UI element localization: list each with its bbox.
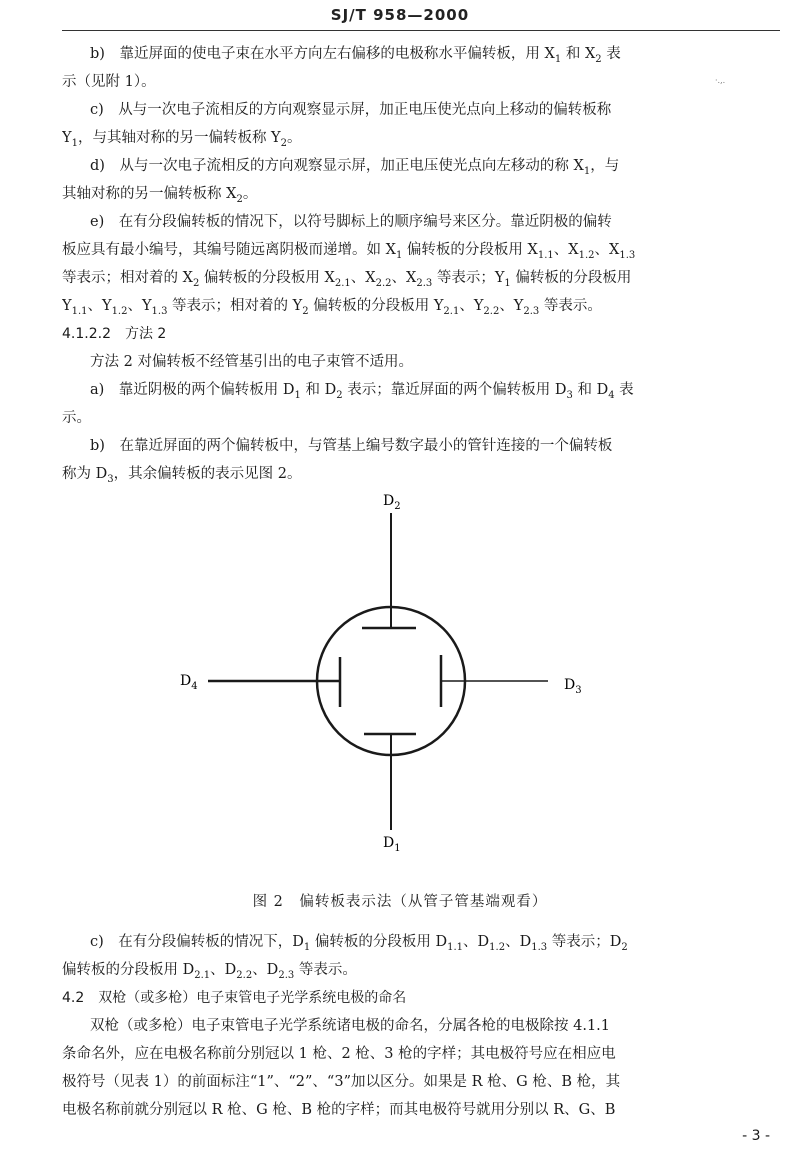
paragraph-line-e1e: $Y_{1.1}$、$Y_{1.2}$、$Y_{1.3}$ 等表示；相对着的 $Y_2$ 偏转板的分段板用 $Y_{2.1}$、$Y_{2.2}$、$Y_{2.3}$ 等表示。 xyxy=(62,298,602,317)
paragraph-line-d1c: 其轴对称的另一偏转板称 $X_2$。 xyxy=(62,186,258,205)
paragraph-line-z1: 双枪（或多枪）电子束管电子光学系统诸电极的命名，分属各枪的电极除按 4.1.1 xyxy=(90,1018,611,1034)
label-d4: $D_4$ xyxy=(180,673,198,692)
paragraph-line-b1c: 示（见附 1）。 xyxy=(62,74,156,90)
figure-2 xyxy=(0,485,800,865)
paragraph-line-e1: e) 在有分段偏转板的情况下，以符号脚标上的顺序编号来区分。靠近阴极的偏转 xyxy=(90,214,612,230)
paragraph-line-b1: b) 靠近屏面的使电子束在水平方向左右偏移的电极称水平偏转板，用 $X_1$ 和 $X_2$ 表 xyxy=(90,46,621,65)
body-top xyxy=(62,40,780,488)
label-d1: $D_1$ xyxy=(383,835,401,854)
body-bottom xyxy=(62,928,780,1124)
paragraphs-mid xyxy=(62,348,780,488)
paragraph-line-d1: d) 从与一次电子流相反的方向观察显示屏，加正电压使光点向左移动的称 $X_1$，与 xyxy=(90,158,620,177)
paragraph-line-mac: 示。 xyxy=(62,410,91,426)
paragraph-line-c1c: $Y_1$，与其轴对称的另一偏转板称 $Y_2$。 xyxy=(62,130,302,149)
paragraph-line-z3: 极符号（见表 1）的前面标注“1”、“2”、“3”加以区分。如果是 R 枪、G 枪、B 枪，其 xyxy=(62,1074,621,1090)
section-4-2-heading: 4.2 双枪（或多枪）电子束管电子光学系统电极的命名 xyxy=(62,990,407,1006)
paragraph-line-bcc: 偏转板的分段板用 $D_{2.1}$、$D_{2.2}$、$D_{2.3}$ 等表示。 xyxy=(62,962,357,981)
paragraphs-bottom xyxy=(62,928,780,984)
page-number: - 3 - xyxy=(742,1128,770,1144)
paragraphs-end xyxy=(62,1012,780,1124)
header-rule xyxy=(62,30,780,31)
paragraph-line-ma: a) 靠近阴极的两个偏转板用 $D_1$ 和 $D_2$ 表示；靠近屏面的两个偏转板用 $D_3$ 和 $D_4$ 表 xyxy=(90,382,634,401)
paragraph-line-e1c: 板应具有最小编号，其编号随远离阴极而递增。如 $X_1$ 偏转板的分段板用 $X_{1.1}$、$X_{1.2}$、$X_{1.3}$ xyxy=(62,242,636,261)
label-d3: $D_3$ xyxy=(564,677,582,696)
stray-mark: ·.,. xyxy=(715,76,726,85)
label-d2: $D_2$ xyxy=(383,493,401,512)
paragraphs-top xyxy=(62,40,780,320)
paragraph-line-e1d: 等表示；相对着的 $X_2$ 偏转板的分段板用 $X_{2.1}$、$X_{2.2}$、$X_{2.3}$ 等表示；$Y_1$ 偏转板的分段板用 xyxy=(62,270,632,289)
standard-header: SJ/T 958—2000 xyxy=(330,6,470,24)
paragraph-line-z4: 电极名称前就分别冠以 R 枪、G 枪、B 枪的字样；而其电极符号就用分别以 R、G、B xyxy=(62,1102,616,1118)
deflection-plates-diagram xyxy=(0,485,800,865)
paragraph-line-m0: 方法 2 对偏转板不经管基引出的电子束管不适用。 xyxy=(90,354,413,370)
figure-caption: 图 2 偏转板表示法（从管子管基端观看） xyxy=(252,894,548,910)
paragraph-line-c1: c) 从与一次电子流相反的方向观察显示屏，加正电压使光点向上移动的偏转板称 xyxy=(90,102,612,118)
paragraph-line-mbc: 称为 $D_3$，其余偏转板的表示见图 2。 xyxy=(62,466,302,485)
paragraph-line-z2: 条命名外，应在电极名称前分别冠以 1 枪、2 枪、3 枪的字样；其电极符号应在相应电 xyxy=(62,1046,616,1062)
paragraph-line-mb: b) 在靠近屏面的两个偏转板中，与管基上编号数字最小的管针连接的一个偏转板 xyxy=(90,438,613,454)
section-4-1-2-2-heading: 4.1.2.2 方法 2 xyxy=(62,326,167,342)
paragraph-line-bc: c) 在有分段偏转板的情况下，$D_1$ 偏转板的分段板用 $D_{1.1}$、$D_{1.2}$、$D_{1.3}$ 等表示；$D_2$ xyxy=(90,934,628,953)
